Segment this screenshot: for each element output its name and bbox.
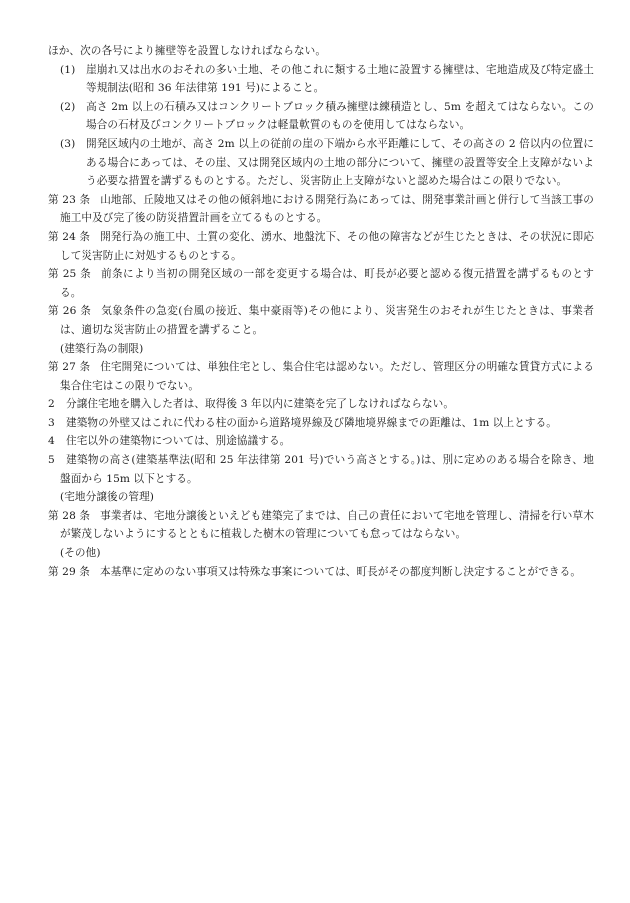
article-27-para-2: [48, 395, 594, 414]
article-26: [48, 302, 594, 339]
article-25: [48, 265, 594, 302]
paragraph-number: 4: [48, 435, 55, 448]
section-heading-other: (その他): [60, 547, 101, 560]
section-heading-building: (建築行為の制限): [60, 342, 144, 355]
article-number: 第 28 条: [48, 509, 91, 522]
lead-text: ほか、次の各号により擁壁等を設置しなければならない。: [48, 45, 327, 57]
article-text: 山地部、丘陵地又はその他の傾斜地における開発行為にあっては、開発事業計画と併行して当該工事の施工中及び完了後の防災措置計画を立てるものとする。: [60, 193, 594, 225]
item-3: [48, 135, 594, 191]
article-27: [48, 358, 594, 395]
paragraph-number: 3: [48, 416, 55, 429]
article-text: 本基準に定めのない事項又は特殊な事案については、町長がその都度判断し決定することができる。: [100, 565, 582, 578]
item-text: 高さ 2m 以上の石積み又はコンクリートブロック積み擁壁は練積造とし、5m を超えてはならない。この場合の石材及びコンクリートブロックは軽量軟質のものを使用してはならない。: [86, 100, 594, 132]
paragraph-text: 分譲住宅地を購入した者は、取得後 3 年以内に建築を完了しなければならない。: [66, 398, 455, 411]
article-29: [48, 563, 594, 582]
article-text: 住宅開発については、単独住宅とし、集合住宅は認めない。ただし、管理区分の明確な賃貸方式による集合住宅はこの限りでない。: [60, 361, 594, 392]
paragraph-text: 建築物の外壁又はこれに代わる柱の面から道路境界線及び隣地境界線までの距離は、1m 以上とする。: [66, 416, 557, 429]
article-27-para-4: [48, 432, 594, 451]
section-heading-management: (宅地分譲後の管理): [60, 491, 155, 504]
item-2: [48, 98, 594, 135]
item-number: (2): [60, 100, 76, 113]
item-text: 崖崩れ又は出水のおそれの多い土地、その他これに類する土地に設置する擁壁は、宅地造成及び特定盛土等規制法(昭和 36 年法律第 191 号)によること。: [86, 63, 594, 95]
article-27-para-3: [48, 414, 594, 433]
paragraph-number: 2: [48, 398, 55, 411]
item-1: [48, 61, 594, 98]
document-page: [48, 42, 594, 581]
article-24: [48, 228, 594, 265]
article-number: 第 23 条: [48, 193, 91, 206]
paragraph-text: 住宅以外の建築物については、別途協議する。: [66, 435, 291, 448]
article-number: 第 24 条: [48, 230, 91, 243]
article-number: 第 26 条: [48, 305, 92, 318]
item-number: (1): [60, 63, 76, 76]
article-number: 第 29 条: [48, 565, 91, 578]
article-27-para-5: [48, 451, 594, 488]
paragraph-number: 5: [48, 454, 55, 467]
article-28: [48, 507, 594, 544]
article-text: 事業者は、宅地分譲後といえども建築完了までは、自己の責任において宅地を管理し、清掃を行い草木が繁茂しないようにするとともに植栽した樹木の管理についても怠ってはならない。: [60, 509, 594, 541]
article-text: 開発行為の施工中、土質の変化、湧水、地盤沈下、その他の障害などが生じたときは、その状況に即応して災害防止に対処するものとする。: [60, 230, 594, 262]
article-23: [48, 191, 594, 228]
article-text: 気象条件の急変(台風の接近、集中豪雨等)その他により、災害発生のおそれが生じたときは、事業者は、適切な災害防止の措置を講ずること。: [60, 305, 594, 336]
article-text: 前条により当初の開発区域の一部を変更する場合は、町長が必要と認める復元措置を講ずるものとする。: [60, 268, 594, 299]
item-number: (3): [60, 137, 76, 150]
item-text: 開発区域内の土地が、高さ 2m 以上の従前の崖の下端から水平距離にして、その高さの 2 倍以内の位置にある場合にあっては、その崖、又は開発区域内の土地の部分について、擁壁の設置等安全上支障がないよう必要な措置を講ずるものとする。ただし、災害防止上支障がないと認めた場合はこの限りでない。: [86, 137, 595, 188]
paragraph-text: 建築物の高さ(建築基準法(昭和 25 年法律第 201 号)でいう高さとする。)は、別に定めのある場合を除き、地盤面から 15m 以下とする。: [60, 454, 594, 485]
article-number: 第 25 条: [48, 268, 92, 281]
article-number: 第 27 条: [48, 361, 91, 374]
